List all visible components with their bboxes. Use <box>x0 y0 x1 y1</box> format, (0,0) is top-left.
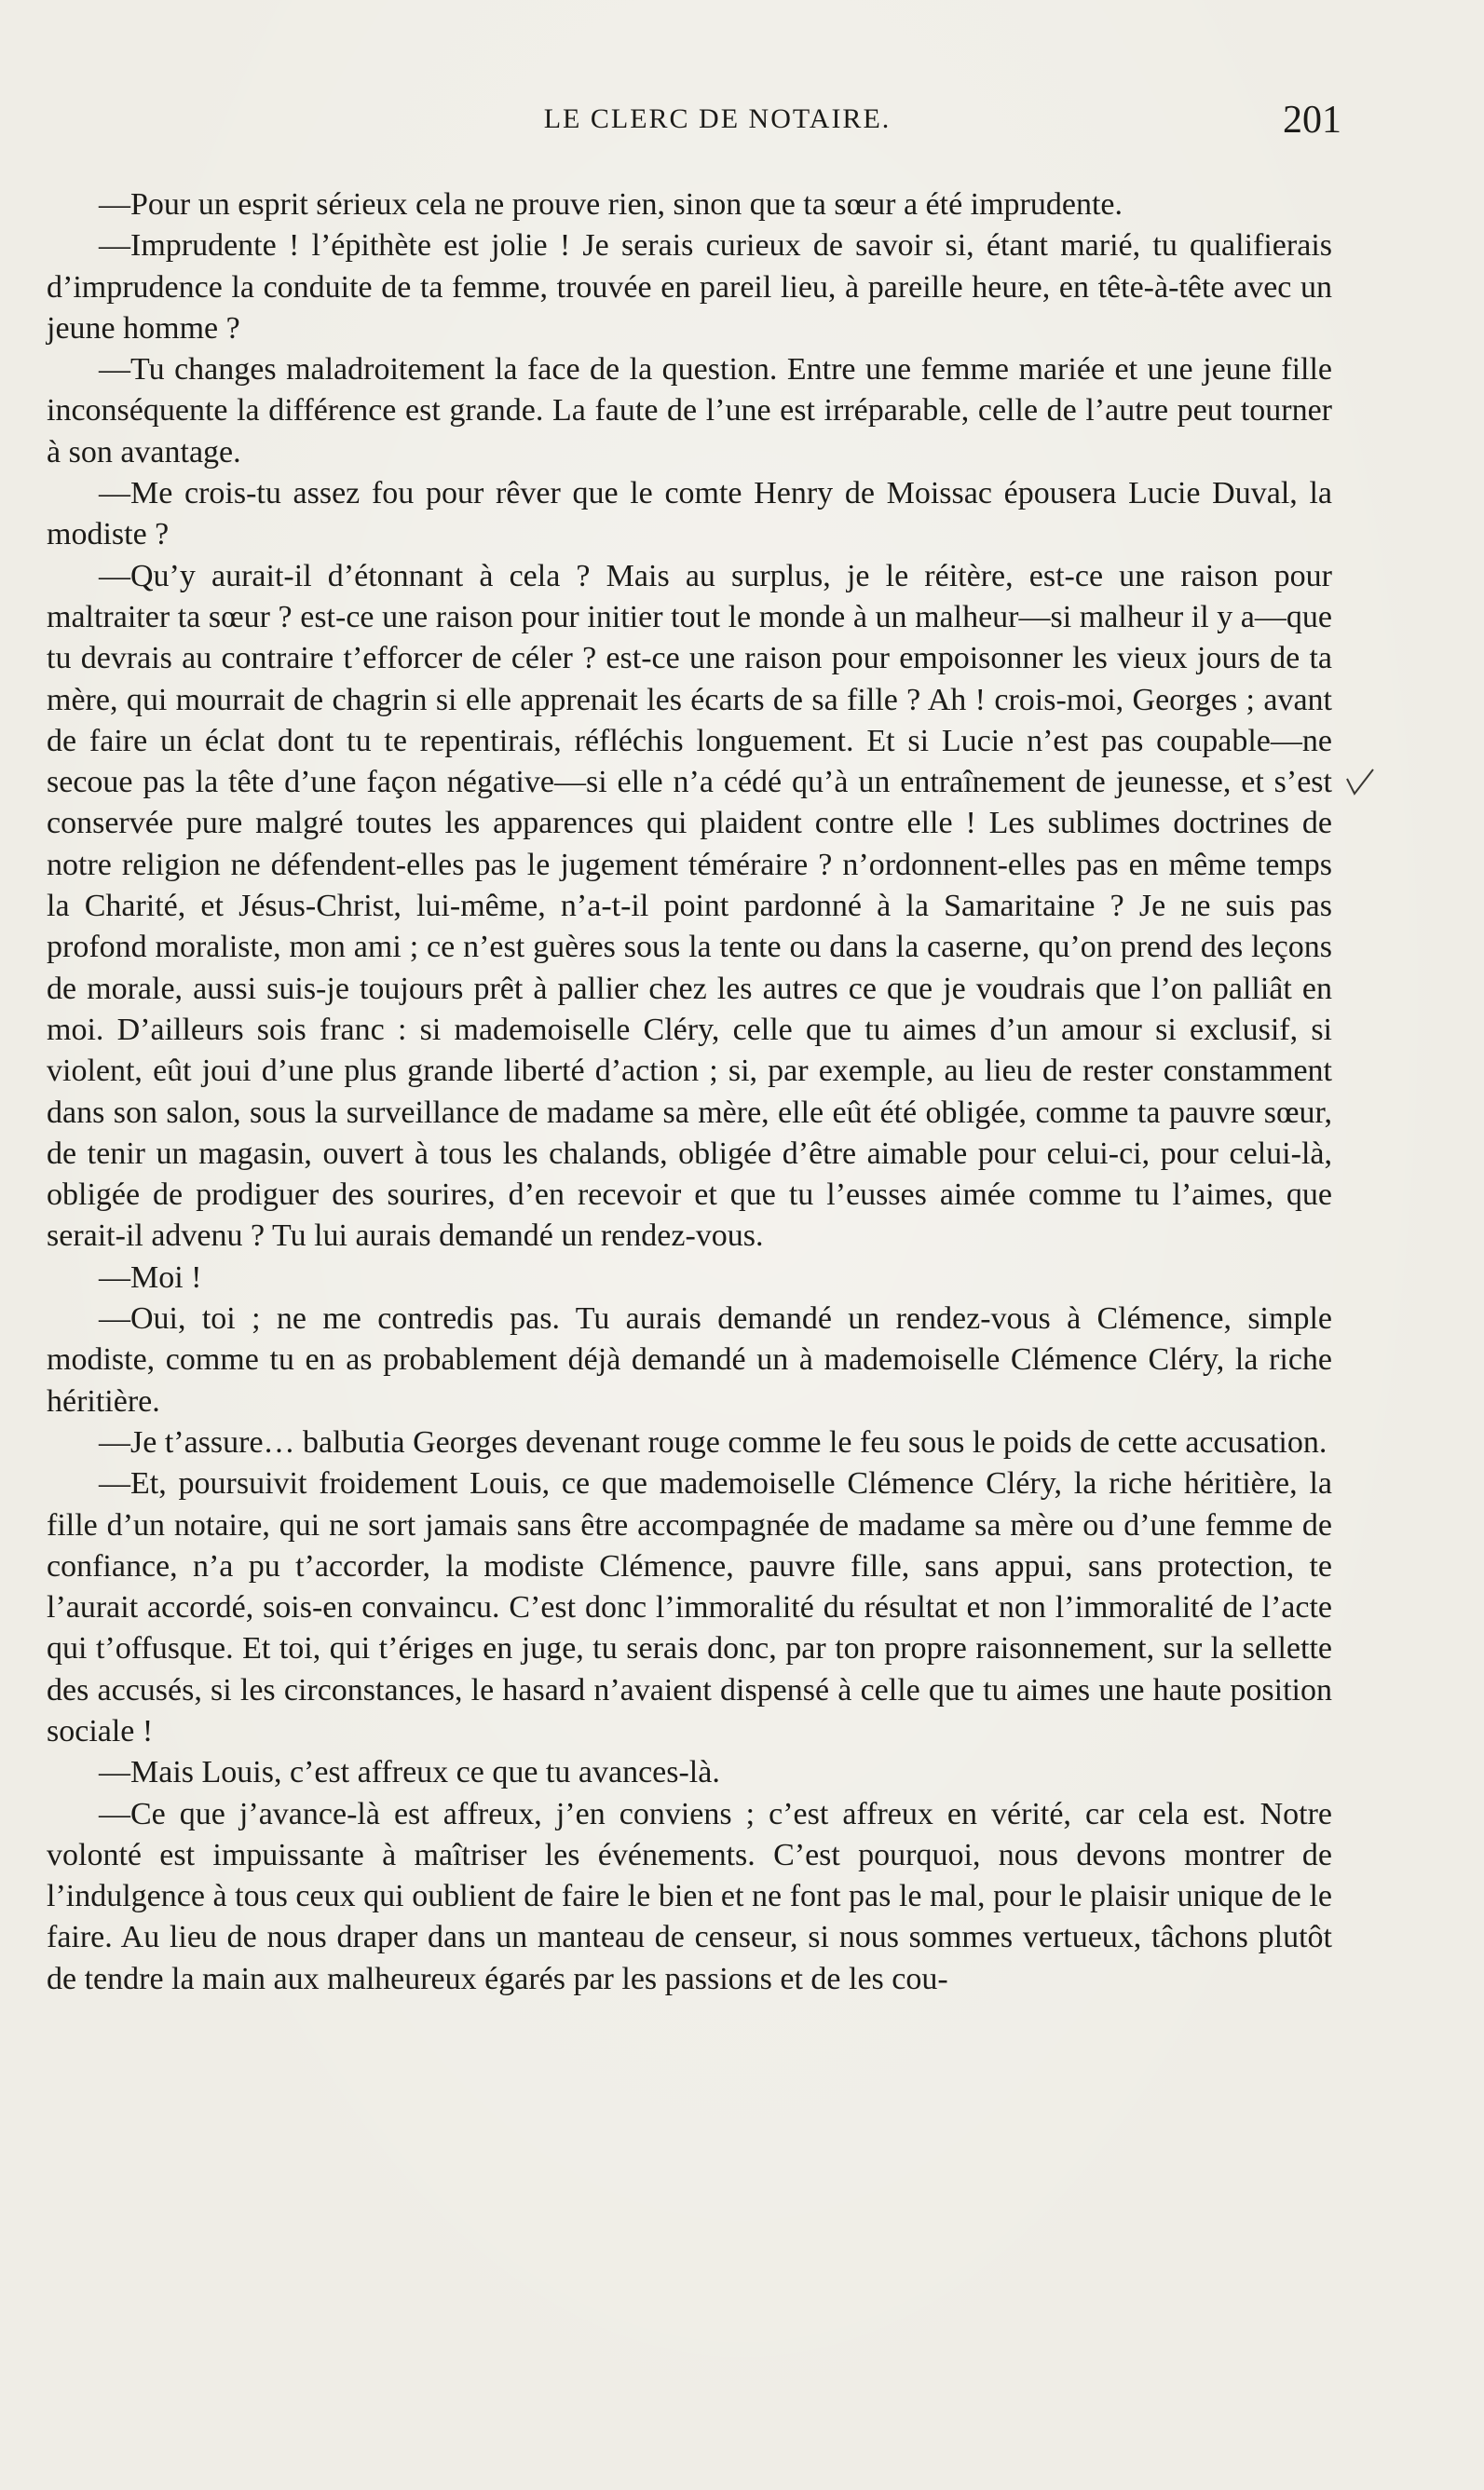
paragraph: —Je t’assure… balbutia Georges devenant rouge comme le feu sous le poids de cette accusation. <box>99 1424 1327 1460</box>
paragraph: —Pour un esprit sérieux cela ne prouve rien, sinon que ta sœur a été imprudente. <box>99 187 1123 222</box>
paragraph: —Tu changes maladroitement la face de la question. Entre une femme mariée et une jeune fille inconséquente la différence est grande. La faute de l’une est irréparable, celle de l’autre peut tourner à son avantage. <box>47 352 1332 469</box>
running-title: LE CLERC DE NOTAIRE. <box>543 103 892 134</box>
margin-check-mark <box>1341 766 1379 803</box>
paragraph: —Oui, toi ; ne me contredis pas. Tu aurais demandé un rendez-vous à Clémence, simple modiste, comme tu en as probablement déjà demandé un à mademoiselle Clémence Cléry, la riche héritière. <box>47 1301 1332 1419</box>
paragraph: —Moi ! <box>99 1259 202 1295</box>
paragraph: —Ce que j’avance-là est affreux, j’en conviens ; c’est affreux en vérité, car cela est. Notre volonté est impuissante à maîtriser les événements. C’est pourquoi, nous devons montrer de l’indulgence à tous ceux qui oublient de faire le bien et ne font pas le mal, pour le plaisir unique de le faire. Au lieu de nous draper dans un manteau de censeur, si nous sommes vertueux, tâchons plutôt de tendre la main aux malheureux égarés par les passions et de les cou- <box>47 1796 1332 1996</box>
page-number: 201 <box>1283 99 1341 142</box>
page-header <box>84 98 1351 154</box>
paragraph: —Qu’y aurait-il d’étonnant à cela ? Mais au surplus, je le réitère, est-ce une raison pour maltraiter ta sœur ? est-ce une raison pour initier tout le monde à un malheur—si malheur il y a—que tu devrais au contraire t’efforcer de céler ? est-ce une raison pour empoisonner les vieux jours de ta mère, qui mourrait de chagrin si elle apprenait les écarts de sa fille ? Ah ! crois-moi, Georges ; avant de faire un éclat dont tu te repentirais, réfléchis longuement. Et si Lucie n’est pas coupable—ne secoue pas la tête d’une façon négative—si elle n’a cédé qu’à un entraînement de jeunesse, et s’est conservée pure malgré toutes les apparences qui plaident contre elle ! Les sublimes doctrines de notre religion ne défendent-elles pas le jugement téméraire ? n’ordonnent-elles pas en même temps la Charité, et Jésus-Christ, lui-même, n’a-t-il point pardonné à la Samaritaine ? Je ne suis pas profond moraliste, mon ami ; ce n’est guères sous la tente ou dans la caserne, qu’on prend des leçons de morale, aussi suis-je toujours prêt à pallier chez les autres ce que je voudrais que l’on palliât en moi. D’ailleurs sois franc : si mademoiselle Cléry, celle que tu aimes d’un amour si exclusif, si violent, eût joui d’une plus grande liberté d’action ; si, par exemple, au lieu de rester constamment dans son salon, sous la surveillance de madame sa mère, elle eût été obligée, comme ta pauvre sœur, de tenir un magasin, ouvert à tous les chalands, obligée d’être aimable pour celui-ci, pour celui-là, obligée de prodiguer des sourires, d’en recevoir et que tu l’eusses aimée comme tu l’aimes, que serait-il advenu ? Tu lui aurais demandé un rendez-vous. <box>47 558 1332 1254</box>
paragraph: —Et, poursuivit froidement Louis, ce que mademoiselle Clémence Cléry, la riche héritière, la fille d’un notaire, qui ne sort jamais sans être accompagnée de madame sa mère ou d’une femme de confiance, n’a pu t’accorder, la modiste Clémence, pauvre fille, sans appui, sans protection, te l’aurait accordé, sois-en convaincu. C’est donc l’immoralité du résultat et non l’immoralité de l’acte qui t’offusque. Et toi, qui t’ériges en juge, tu serais donc, par ton propre raisonnement, sur la sellette des accusés, si les circonstances, le hasard n’avaient dispensé à celle que tu aimes une haute position sociale ! <box>47 1466 1332 1748</box>
paragraph: —Mais Louis, c’est affreux ce que tu avances-là. <box>99 1755 720 1790</box>
paragraph: —Imprudente ! l’épithète est jolie ! Je serais curieux de savoir si, étant marié, tu qualifierais d’imprudence la conduite de ta femme, trouvée en pareil lieu, à pareille heure, en tête-à-tête avec un jeune homme ? <box>47 228 1332 346</box>
paragraph: —Me crois-tu assez fou pour rêver que le comte Henry de Moissac épousera Lucie Duval, la modiste ? <box>47 476 1332 552</box>
body-text <box>47 184 1332 2000</box>
